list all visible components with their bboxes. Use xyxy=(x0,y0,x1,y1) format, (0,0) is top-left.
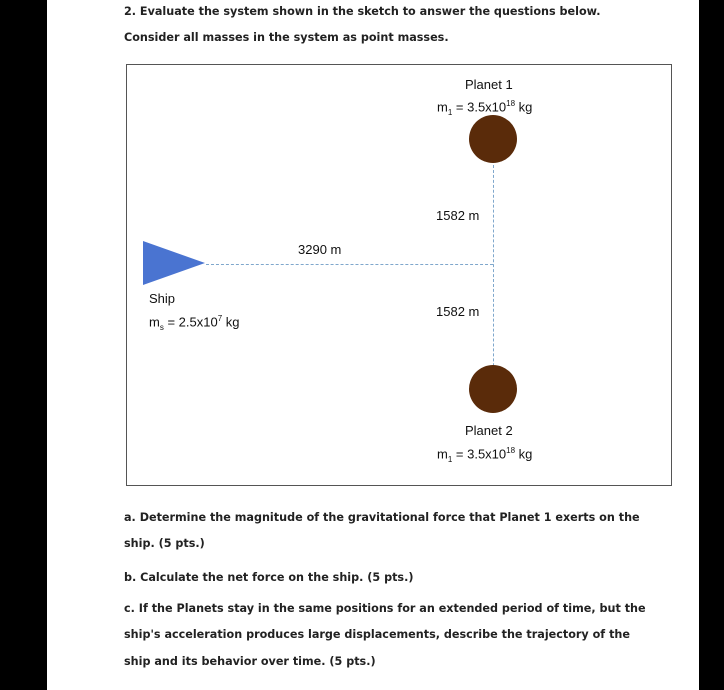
part-c-line1: c. If the Planets stay in the same positions for an extended period of time, but the xyxy=(124,602,646,615)
planet1-circle xyxy=(469,115,517,163)
planet1-mass: $m_1 = 3.5x10^{18}$ kg xyxy=(437,99,533,117)
ship-name: Ship xyxy=(149,291,176,306)
part-b-line1: b. Calculate the net force on the ship. (5 pts.) xyxy=(124,571,414,584)
question-header: 2. Evaluate the system shown in the sketch to answer the questions below. xyxy=(124,5,601,18)
question-subheader: Consider all masses in the system as point masses. xyxy=(124,31,449,44)
part-c-line2: ship's acceleration produces large displacements, describe the trajectory of the xyxy=(124,628,630,641)
distance-horizontal-label: 3290 m xyxy=(298,242,342,257)
worksheet-page xyxy=(47,0,699,690)
part-c-line3: ship and its behavior over time. (5 pts.) xyxy=(124,655,376,668)
planet1-name: Planet 1 xyxy=(465,77,513,92)
part-a-line2: ship. (5 pts.) xyxy=(124,537,205,550)
planet2-mass: $m_1 = 3.5x10^{18}$ kg xyxy=(437,446,533,464)
system-sketch xyxy=(126,64,672,486)
ship-triangle xyxy=(143,241,205,285)
distance-top-label: 1582 m xyxy=(436,208,480,223)
ship-mass: $m_s = 2.5x10^7$ kg xyxy=(149,314,240,332)
planet2-circle xyxy=(469,365,517,413)
distance-bottom-label: 1582 m xyxy=(436,304,480,319)
part-a-line1: a. Determine the magnitude of the gravitational force that Planet 1 exerts on the xyxy=(124,511,640,524)
planet2-name: Planet 2 xyxy=(465,423,513,438)
horizontal-distance-line xyxy=(206,264,493,265)
